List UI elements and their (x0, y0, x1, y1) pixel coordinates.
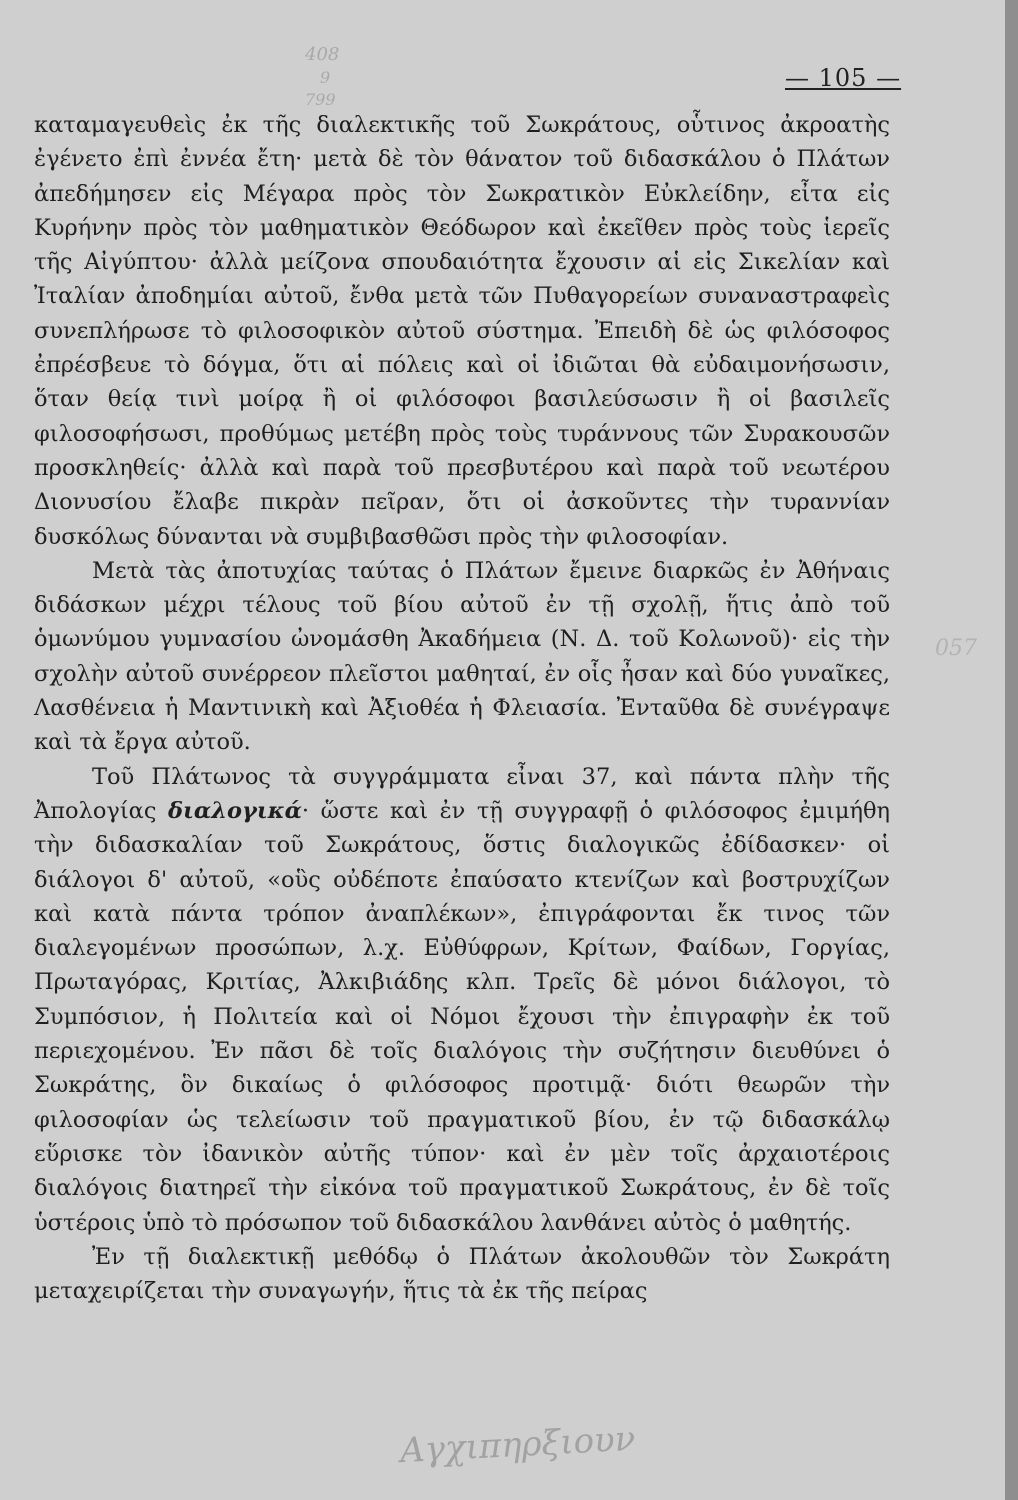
pencil-note: 9 (320, 68, 331, 87)
paragraph: Μετὰ τὰς ἀποτυχίας ταύτας ὁ Πλάτων ἔμεινε διαρκῶς ἐν Ἀθήναις διδάσκων μέχρι τέλους τοῦ βίου αὐτοῦ ἐν τῇ σχολῇ, ἥτις ἀπὸ τοῦ ὁμωνύμου γυμνασίου ὠνομάσθη Ἀκαδήμεια (Ν. Δ. τοῦ Κολωνοῦ)· εἰς τὴν σχολὴν αὐτοῦ συνέρρεον πλεῖστοι μαθηταί, ἐν οἷς ἦσαν καὶ δύο γυναῖκες, Λασθένεια ἡ Μαντινικὴ καὶ Ἀξιοθέα ἡ Φλειασία. Ἐνταῦθα δὲ συνέγραψε καὶ τὰ ἔργα αὐτοῦ. (34, 557, 890, 756)
paragraph (34, 760, 890, 1240)
paragraph: Ἐν τῇ διαλεκτικῇ μεθόδῳ ὁ Πλάτων ἀκολουθῶν τὸν Σωκράτη μεταχειρίζεται τὴν συναγωγήν, ἥτις τὰ ἐκ τῆς πείρας (34, 1243, 890, 1305)
body-text (34, 108, 890, 1308)
pencil-note: 799 (305, 90, 336, 109)
paragraph: καταμαγευθεὶς ἐκ τῆς διαλεκτικῆς τοῦ Σωκράτους, οὗτινος ἀκροατὴς ἐγένετο ἐπὶ ἐννέα ἔτη· μετὰ δὲ τὸν θάνατον τοῦ διδασκάλου ὁ Πλάτων ἀπεδήμησεν εἰς Μέγαρα πρὸς τὸν Σωκρατικὸν Εὐκλείδην, εἶτα εἰς Κυρήνην πρὸς τὸν μαθηματικὸν Θεόδωρον καὶ ἐκεῖθεν πρὸς τοὺς ἱερεῖς τῆς Αἰγύπτου· ἀλλὰ μείζονα σπουδαιότητα ἔχουσιν αἱ εἰς Σικελίαν καὶ Ἰταλίαν ἀποδημίαι αὐτοῦ, ἔνθα μετὰ τῶν Πυθαγορείων συναναστραφεὶς συνεπλήρωσε τὸ φιλοσοφικὸν αὐτοῦ σύστημα. Ἐπειδὴ δὲ ὡς φιλόσοφος ἐπρέσβευε τὸ δόγμα, ὅτι αἱ πόλεις καὶ οἱ ἰδιῶται θὰ εὐδαιμονήσωσιν, ὅταν θείᾳ τινὶ μοίρᾳ ἢ οἱ φιλόσοφοι βασιλεύσωσιν ἢ οἱ βασιλεῖς φιλοσοφήσωσι, προθύμως μετέβη πρὸς τοὺς τυράννους τῶν Συρακουσῶν προσκληθείς· ἀλλὰ καὶ παρὰ τοῦ πρεσβυτέρου καὶ παρὰ τοῦ νεωτέρου Διονυσίου ἔλαβε πικρὰν πεῖραν, ὅτι οἱ ἀσκοῦντες τὴν τυραννίαν δυσκόλως δύνανται νὰ συμβιβασθῶσι πρὸς τὴν φιλοσοφίαν. (34, 112, 890, 550)
margin-note: 057 (935, 636, 977, 661)
paragraph-text: Τοῦ Πλάτωνος τὰ συγγράμματα εἶναι 37, καὶ πάντα πλὴν τῆς Ἀπολογίας (34, 763, 890, 824)
handwritten-signature: Αγχιπηρξιουν (399, 1418, 637, 1472)
page-number: — 105 — (785, 64, 902, 92)
pencil-note: 408 (305, 44, 340, 65)
emphasized-word: διαλογικά (168, 797, 302, 824)
paragraph-text: · ὥστε καὶ ἐν τῇ συγγραφῇ ὁ φιλόσοφος ἐμιμήθη τὴν διδασκαλίαν τοῦ Σωκράτους, ὅστις διαλογικῶς ἐδίδασκεν· οἱ διάλογοι δ' αὐτοῦ, «οὓς οὐδέποτε ἐπαύσατο κτενίζων καὶ βοστρυχίζων καὶ κατὰ πάντα τρόπον ἀναπλέκων», ἐπιγράφονται ἔκ τινος τῶν διαλεγομένων προσώπων, λ.χ. Εὐθύφρων, Κρίτων, Φαίδων, Γοργίας, Πρωταγόρας, Κριτίας, Ἀλκιβιάδης κλπ. Τρεῖς δὲ μόνοι διάλογοι, τὸ Συμπόσιον, ἡ Πολιτεία καὶ οἱ Νόμοι ἔχουσι τὴν ἐπιγραφὴν ἐκ τοῦ περιεχομένου. Ἐν πᾶσι δὲ τοῖς διαλόγοις τὴν συζήτησιν διευθύνει ὁ Σωκράτης, ὃν δικαίως ὁ φιλόσοφος προτιμᾷ· διότι θεωρῶν τὴν φιλοσοφίαν ὡς τελείωσιν τοῦ πραγματικοῦ βίου, ἐν τῷ διδασκάλῳ εὕρισκε τὸν ἰδανικὸν αὐτῆς τύπον· καὶ ἐν μὲν τοῖς ἀρχαιοτέροις διαλόγοις διατηρεῖ τὴν εἰκόνα τοῦ πραγματικοῦ Σωκράτους, ἐν δὲ τοῖς ὑστέροις ὑπὸ τὸ πρόσωπον τοῦ διδασκάλου λανθάνει αὐτὸς ὁ μαθητής. (34, 797, 890, 1236)
